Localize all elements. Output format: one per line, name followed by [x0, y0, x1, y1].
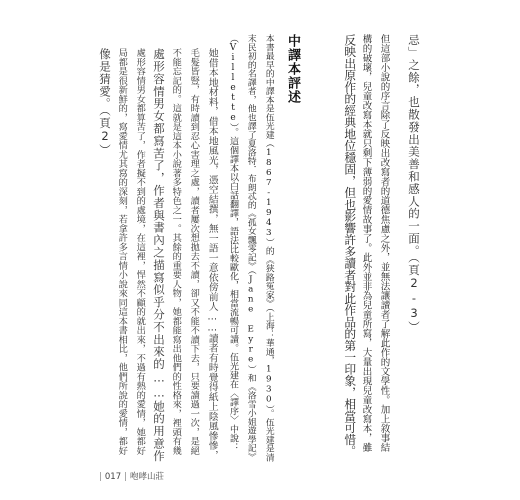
quote-line: 局都是很新鮮的，寫愛情尤其寫的深刻，若拿許多言情小說來同這本書相比，他們所說的愛情，都好 — [116, 48, 128, 455]
page-footer — [96, 470, 164, 482]
quote-line: 不能忘記的。這就是這本小說著多特色之一。其餘的重要人物，她都能寫出他們的性格來，裡頭有幾 — [170, 48, 182, 455]
body-line: 反映出原作的經典地位穩固，但也影響許多讀者對此作品的第一印象，相當可惜。 — [342, 34, 357, 457]
section-line: 末民初的名譯者，他也譯了夏洛特．布朗忒的《孤女飄零記》（Jane Eyre）和《洛雪小姐遊學記》 — [245, 34, 256, 461]
section-line: 本書最早的中譯本是伍光建（1867-1943）的《狭路冤家》（上海：華通，1930）。伍光建是清 — [263, 34, 274, 462]
section-heading: 中譯本評述 — [285, 34, 300, 104]
body-line: 構的破壞，兒童改寫本就只剩下薄弱的愛情故事了。此外並非為兒童所寫，大量出現兒童改寫本，雖 — [360, 34, 372, 452]
footer-separator: | — [99, 472, 102, 482]
footer-separator: | — [124, 472, 127, 482]
quote-line: 像是猜愛。（頁2） — [98, 48, 112, 157]
page-number: 017 — [104, 472, 122, 482]
running-title: 咆哮山莊 — [129, 472, 164, 482]
quote-line: 她借本地材料，借本地風光，憑空結撰，無一語一意依傍前人……讀者有時覺得紙上陰風慘慘， — [206, 48, 218, 460]
body-line: 但這部小說的序言除了反映出改寫者的道德焦慮之外，並無法讓讀者了解此作的文學性。加上敘事結 — [378, 34, 390, 452]
quote-line: 處形容情男女都寫苦了，作者與書內之描寫似乎分不出來的……她的用意作 — [152, 48, 166, 463]
quote-line: 處形容情男女都算苦了，作者擬不到的處境，在這裡，悍然不顧的就出來，不過有熱的愛情，她都好 — [134, 48, 146, 455]
section-line: （Villette）。這個譯本以白話翻譯，語法比較歐化，相當流暢可讀。伍光建在〈譯序〉中說： — [228, 34, 238, 452]
quote-line: 毛髮皆豎，有時讀到忍心害理之處，讀者屢次想拋去不讀，卻又不能不讀下去，只要讀過一次，是絕 — [188, 48, 200, 455]
right-quote-line: 忌」之餘，也散發出美善和感人的一面。（頁2-3） — [407, 34, 421, 334]
